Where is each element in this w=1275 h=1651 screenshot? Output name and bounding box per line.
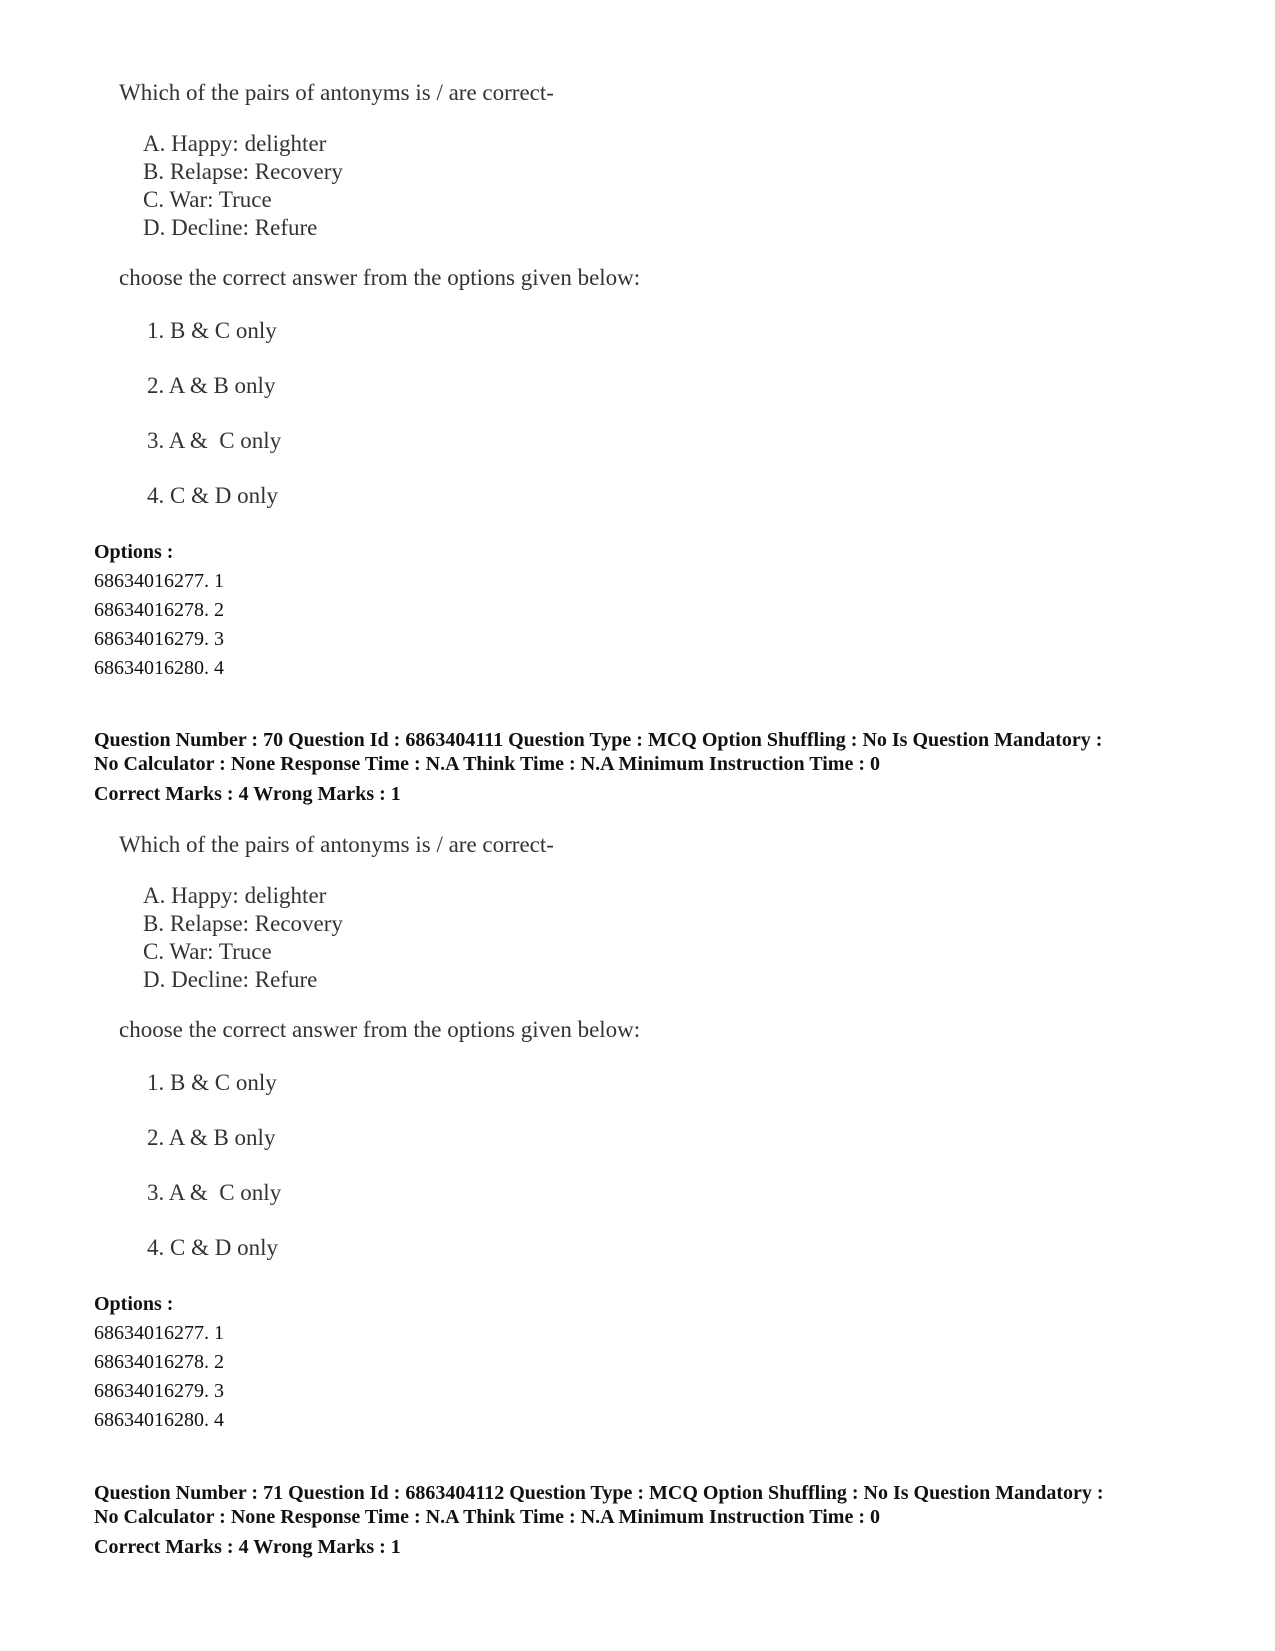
question-marks: Correct Marks : 4 Wrong Marks : 1: [94, 1536, 401, 1558]
options-block-2: [94, 1290, 1194, 1435]
question-stem: Which of the pairs of antonyms is / are correct-: [119, 80, 554, 105]
option-row: 68634016279. 3: [94, 1380, 224, 1402]
question-meta-line-1: Question Number : 70 Question Id : 6863404111 Question Type : MCQ Option Shuffling : No Is Question Mandatory :: [94, 729, 1103, 751]
question-body-2: [119, 830, 1119, 1288]
question-body-1: [119, 78, 1119, 536]
question-marks: Correct Marks : 4 Wrong Marks : 1: [94, 783, 401, 805]
options-block-1: [94, 538, 1194, 683]
option-row: 68634016280. 4: [94, 1409, 224, 1431]
question-meta-70: [94, 728, 1214, 809]
answer-choices-list: [147, 316, 1119, 511]
option-row: 68634016278. 2: [94, 599, 224, 621]
pair-item: B. Relapse: Recovery: [143, 159, 343, 184]
pair-item: D. Decline: Refure: [143, 215, 318, 240]
option-row: 68634016280. 4: [94, 657, 224, 679]
answer-choice: 2. A & B only: [147, 1125, 276, 1150]
antonym-pairs-list: [143, 882, 1119, 994]
question-instruction: choose the correct answer from the options given below:: [119, 1017, 641, 1042]
pair-item: B. Relapse: Recovery: [143, 911, 343, 936]
answer-choice: 3. A & C only: [147, 428, 282, 453]
question-meta-line-2: No Calculator : None Response Time : N.A Think Time : N.A Minimum Instruction Time : 0: [94, 1506, 880, 1528]
answer-choice: 4. C & D only: [147, 483, 278, 508]
pair-item: C. War: Truce: [143, 939, 272, 964]
option-row: 68634016277. 1: [94, 570, 224, 592]
question-stem: Which of the pairs of antonyms is / are correct-: [119, 832, 554, 857]
option-row: 68634016278. 2: [94, 1351, 224, 1373]
pair-item: C. War: Truce: [143, 187, 272, 212]
options-title: Options :: [94, 1293, 174, 1315]
pair-item: A. Happy: delighter: [143, 883, 327, 908]
pair-item: A. Happy: delighter: [143, 131, 327, 156]
answer-choice: 3. A & C only: [147, 1180, 282, 1205]
option-row: 68634016277. 1: [94, 1322, 224, 1344]
question-meta-71: [94, 1481, 1214, 1562]
antonym-pairs-list: [143, 130, 1119, 242]
question-meta-line-1: Question Number : 71 Question Id : 6863404112 Question Type : MCQ Option Shuffling : No Is Question Mandatory :: [94, 1482, 1104, 1504]
question-instruction: choose the correct answer from the options given below:: [119, 265, 641, 290]
answer-choices-list: [147, 1068, 1119, 1263]
options-title: Options :: [94, 541, 174, 563]
pair-item: D. Decline: Refure: [143, 967, 318, 992]
answer-choice: 4. C & D only: [147, 1235, 278, 1260]
question-meta-line-2: No Calculator : None Response Time : N.A Think Time : N.A Minimum Instruction Time : 0: [94, 753, 880, 775]
answer-choice: 2. A & B only: [147, 373, 276, 398]
option-row: 68634016279. 3: [94, 628, 224, 650]
answer-choice: 1. B & C only: [147, 1070, 277, 1095]
answer-choice: 1. B & C only: [147, 318, 277, 343]
